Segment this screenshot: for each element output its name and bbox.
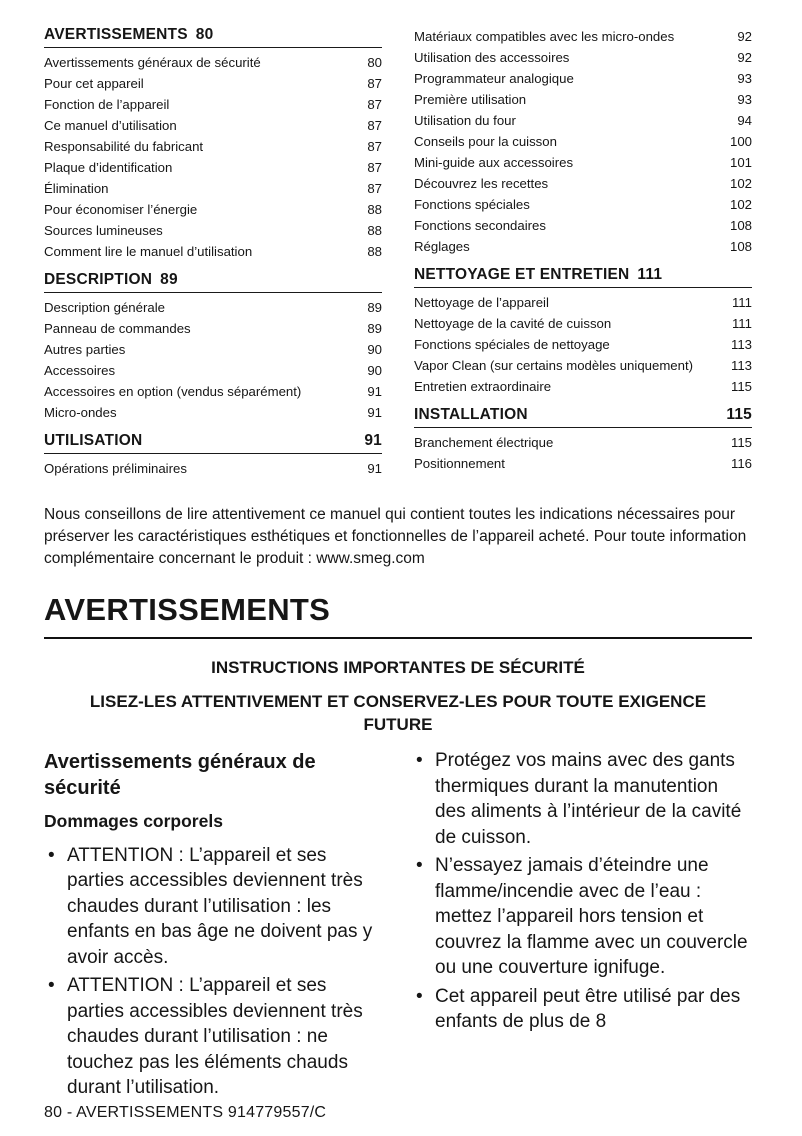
toc-entry-page: 87 [367, 76, 382, 91]
toc-entry [414, 215, 752, 236]
toc-entry [44, 94, 382, 115]
toc-entry-label: Fonctions spéciales [414, 197, 530, 212]
toc-entry-label: Responsabilité du fabricant [44, 139, 204, 154]
warning-list-right [412, 748, 752, 1035]
toc-entry [414, 453, 752, 474]
toc-section-header-installation [414, 406, 752, 428]
toc-entries [414, 432, 752, 474]
toc-entry-page: 100 [729, 134, 752, 149]
toc-entry-page: 89 [367, 300, 382, 315]
toc-entry-page: 92 [737, 29, 752, 44]
toc-entry-page: 88 [367, 202, 382, 217]
toc-entry-label: Entretien extraordinaire [414, 379, 552, 394]
toc-section-title: DESCRIPTION [44, 271, 153, 288]
toc-entry-label: Panneau de commandes [44, 321, 191, 336]
toc-entry-page: 111 [731, 295, 752, 310]
toc-entry [414, 68, 752, 89]
intro-paragraph: Nous conseillons de lire attentivement ce manuel qui contient toutes les indications nécessaires pour préserver les caractéristiques esthétiques et fonctionnelles de l’appareil acheté. Pour toute information complémentaire concernant le produit : www.smeg.com [44, 506, 747, 567]
toc-entry-page: 94 [737, 113, 752, 128]
toc-entry [44, 381, 382, 402]
toc-entry [414, 131, 752, 152]
toc-entry-page: 116 [730, 456, 752, 471]
toc-entry [44, 402, 382, 423]
toc-section-utilisation [44, 432, 382, 479]
safety-subtitle-2: LISEZ-LES ATTENTIVEMENT ET CONSERVEZ-LES POUR TOUTE EXIGENCE FUTURE [89, 692, 707, 734]
toc-entry [44, 339, 382, 360]
toc-entries [44, 297, 382, 423]
toc-entry-label: Opérations préliminaires [44, 461, 187, 476]
toc-entry-page: 89 [367, 321, 382, 336]
toc-entry [414, 376, 752, 397]
toc-entry [414, 152, 752, 173]
toc-section-header-description [44, 271, 382, 293]
warning-item [412, 853, 752, 981]
toc-entry [414, 47, 752, 68]
toc-entry [44, 199, 382, 220]
page-footer: 80 - AVERTISSEMENTS 914779557/C [44, 1103, 327, 1121]
toc-entry [414, 355, 752, 376]
toc-entry-label: Conseils pour la cuisson [414, 134, 557, 149]
toc-entry [414, 313, 752, 334]
toc-entry-label: Ce manuel d’utilisation [44, 118, 177, 133]
toc-entry-label: Comment lire le manuel d’utilisation [44, 244, 253, 259]
toc-entry [414, 110, 752, 131]
toc-entry [44, 178, 382, 199]
toc-entry-page: 80 [367, 55, 382, 70]
warning-item [412, 984, 752, 1035]
toc-entry [44, 115, 382, 136]
toc-entry [414, 334, 752, 355]
toc-section-page: 91 [364, 432, 382, 449]
toc-entry [44, 297, 382, 318]
toc-entry-label: Programmateur analogique [414, 71, 574, 86]
toc-entry [44, 157, 382, 178]
toc-entry [414, 432, 752, 453]
toc-entry-label: Réglages [414, 239, 470, 254]
toc-entry-page: 111 [731, 316, 752, 331]
warnings-right-column [412, 748, 752, 1103]
toc-entry-label: Première utilisation [414, 92, 527, 107]
toc-entry-label: Découvrez les recettes [414, 176, 549, 191]
toc-section-page: 80 [195, 26, 214, 43]
toc-entry-page: 90 [367, 342, 382, 357]
chapter-title: AVERTISSEMENTS [44, 592, 752, 639]
toc-entry-label: Avertissements généraux de sécurité [44, 55, 261, 70]
warning-text: N’essayez jamais d’éteindre une flamme/incendie avec de l’eau : mettez l’appareil hors tension et couvrez la flamme avec un couvercle ou une couverture ignifuge. [435, 855, 748, 979]
toc-entry [44, 73, 382, 94]
toc-entry [44, 136, 382, 157]
toc-entries-utilisation-continued [414, 26, 752, 257]
toc-entry [44, 241, 382, 262]
toc-entry-label: Matériaux compatibles avec les micro-ondes [414, 29, 675, 44]
toc-entry-page: 88 [367, 244, 382, 259]
toc-entry-page: 102 [729, 197, 752, 212]
toc-entry-label: Nettoyage de l’appareil [414, 295, 549, 310]
toc-entry-page: 115 [730, 435, 752, 450]
toc-entry-label: Vapor Clean (sur certains modèles uniquement) [414, 358, 694, 373]
bullet-icon: • [48, 975, 55, 997]
toc-entry-label: Pour cet appareil [44, 76, 144, 91]
toc-section-avertissements [44, 26, 382, 262]
toc-section-title: UTILISATION [44, 432, 143, 449]
toc-entry-page: 91 [367, 384, 382, 399]
toc-entry-label: Positionnement [414, 456, 505, 471]
warning-text: ATTENTION : L’appareil et ses parties accessibles deviennent très chaudes durant l’utilisation : ne touchez pas les éléments chauds durant l’utilisation. [67, 975, 363, 1099]
toc-entry-page: 87 [367, 181, 382, 196]
toc-entry-label: Sources lumineuses [44, 223, 163, 238]
warning-item [44, 843, 384, 971]
toc-entry-page: 113 [730, 337, 752, 352]
toc-left-column [44, 26, 382, 488]
toc-entry-label: Autres parties [44, 342, 126, 357]
toc-section-page: 115 [726, 406, 752, 423]
toc-entry-label: Élimination [44, 181, 109, 196]
warning-item [412, 748, 752, 850]
bullet-icon: • [48, 844, 55, 866]
bullet-icon: • [416, 985, 423, 1007]
toc-entry-page: 87 [367, 118, 382, 133]
toc-entry-page: 87 [367, 139, 382, 154]
toc-entries [414, 292, 752, 397]
warning-text: Protégez vos mains avec des gants thermiques durant la manutention des aliments à l’intérieur de la cavité de cuisson. [435, 750, 742, 848]
toc-entry-label: Description générale [44, 300, 165, 315]
toc-section-header-utilisation [44, 432, 382, 454]
toc-entry-label: Fonctions spéciales de nettoyage [414, 337, 610, 352]
toc-section-page: 111 [637, 266, 663, 283]
toc-entry-label: Utilisation du four [414, 113, 516, 128]
toc-entry-page: 115 [730, 379, 752, 394]
toc-entry [414, 292, 752, 313]
toc-entries [44, 458, 382, 479]
toc-section-utilisation-continued [414, 26, 752, 257]
toc-section-page: 89 [160, 271, 178, 288]
toc-entry-page: 93 [737, 71, 752, 86]
section-heading: Avertissements généraux de sécurité [44, 751, 316, 799]
bullet-icon: • [416, 855, 423, 877]
warnings-body [44, 748, 752, 1103]
table-of-contents [44, 26, 752, 488]
warning-item [44, 973, 384, 1101]
toc-entry-label: Branchement électrique [414, 435, 554, 450]
toc-entry-page: 91 [367, 461, 382, 476]
warnings-left-column [44, 748, 384, 1103]
toc-entry-label: Utilisation des accessoires [414, 50, 570, 65]
toc-entry [44, 458, 382, 479]
toc-entry-label: Accessoires [44, 363, 116, 378]
toc-entry-page: 93 [737, 92, 752, 107]
warning-text: Cet appareil peut être utilisé par des enfants de plus de 8 [435, 985, 741, 1033]
toc-right-column [414, 26, 752, 488]
toc-section-title: AVERTISSEMENTS [44, 26, 188, 43]
toc-entry-page: 102 [729, 176, 752, 191]
toc-entry-page: 87 [367, 160, 382, 175]
toc-entry [44, 360, 382, 381]
toc-entry-page: 90 [367, 363, 382, 378]
warning-list-left [44, 843, 384, 1101]
toc-entry [414, 194, 752, 215]
toc-entry [44, 52, 382, 73]
toc-entry-page: 113 [730, 358, 752, 373]
warning-text: ATTENTION : L’appareil et ses parties accessibles deviennent très chaudes durant l’utilisation : les enfants en bas âge ne doivent pas y avoir accès. [67, 844, 373, 968]
toc-entry [414, 89, 752, 110]
toc-entry-label: Mini-guide aux accessoires [414, 155, 574, 170]
toc-section-nettoyage [414, 266, 752, 397]
toc-section-description [44, 271, 382, 423]
subsection-heading: Dommages corporels [44, 810, 223, 831]
toc-entry-page: 88 [367, 223, 382, 238]
toc-entry-page: 92 [737, 50, 752, 65]
toc-section-installation [414, 406, 752, 474]
toc-section-header-nettoyage [414, 266, 752, 288]
toc-entry-page: 101 [729, 155, 752, 170]
toc-section-title: INSTALLATION [414, 406, 528, 423]
toc-entry-label: Pour économiser l’énergie [44, 202, 198, 217]
toc-entry-page: 87 [367, 97, 382, 112]
toc-entry-label: Fonctions secondaires [414, 218, 546, 233]
bullet-icon: • [416, 750, 423, 772]
toc-entry [414, 173, 752, 194]
toc-entry-label: Micro-ondes [44, 405, 117, 420]
toc-entry-page: 108 [729, 218, 752, 233]
toc-entry [414, 26, 752, 47]
toc-entry [414, 236, 752, 257]
toc-entry [44, 318, 382, 339]
toc-entry-page: 108 [729, 239, 752, 254]
toc-section-title: NETTOYAGE ET ENTRETIEN [414, 266, 630, 283]
toc-entry-label: Accessoires en option (vendus séparément) [44, 384, 302, 399]
toc-entry-page: 91 [367, 405, 382, 420]
toc-entry-label: Nettoyage de la cavité de cuisson [414, 316, 612, 331]
toc-entry [44, 220, 382, 241]
toc-entries [44, 52, 382, 262]
safety-subtitle-1: INSTRUCTIONS IMPORTANTES DE SÉCURITÉ [211, 658, 585, 677]
toc-entry-label: Fonction de l’appareil [44, 97, 170, 112]
toc-section-header-avertissements [44, 26, 382, 48]
toc-entry-label: Plaque d’identification [44, 160, 173, 175]
